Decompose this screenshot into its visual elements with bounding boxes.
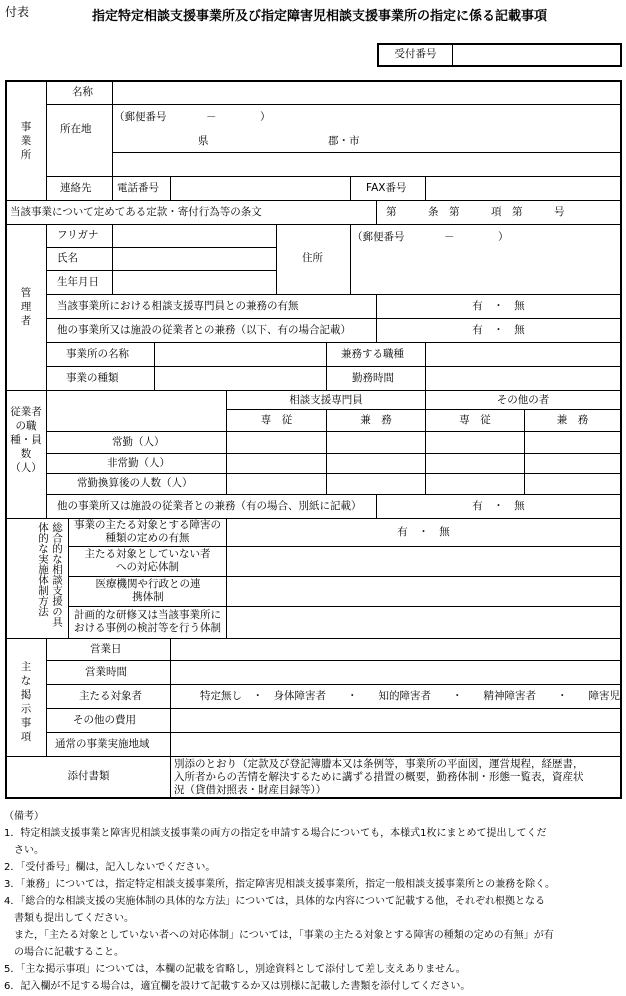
phone-field[interactable] — [172, 178, 349, 199]
dual-other-label: 他の事業所又は施設の従業者との兼務（以下、有の場合記載） — [57, 324, 351, 336]
city-label: 郡・市 — [328, 135, 360, 147]
parttime-row-label: 非常勤（人） — [107, 457, 170, 469]
service-area-field[interactable] — [172, 734, 619, 755]
specialist-concurrent-header: 兼 務 — [360, 414, 392, 426]
business-section-label: 事業所 — [20, 121, 32, 161]
manager-section-label: 管理者 — [20, 287, 32, 327]
fulltime-row-label: 常勤（人） — [112, 436, 165, 448]
fte-row-label: 常勤換算後の人数（人） — [77, 477, 193, 489]
manager-name-field[interactable] — [114, 249, 275, 269]
support-row2-field[interactable] — [228, 548, 619, 575]
attachments-line3: 況（貸借対照表・財産目録等）） — [174, 784, 327, 796]
working-hours-field[interactable] — [427, 368, 619, 389]
concurrent-position-label: 兼務する職種 — [341, 348, 404, 360]
dual-specialist-label: 当該事業所における相談支援専門員との兼務の有無 — [57, 300, 299, 312]
note-1b: さい。 — [4, 845, 44, 856]
prefecture-label: 県 — [198, 135, 209, 147]
working-hours-label: 勤務時間 — [352, 372, 394, 384]
note-6: 6．記入欄が不足する場合は，適宜欄を設けて記載するか又は別様に記載した書類を添付してください。 — [4, 981, 471, 992]
manager-postal-prefix: （郵便番号 — [352, 231, 405, 243]
business-type-field[interactable] — [156, 368, 325, 389]
business-address-line2-field[interactable] — [114, 154, 619, 175]
manager-postal-suffix: ） — [498, 231, 509, 243]
support-row2-label: 主たる対象としていない者への対応体制 — [84, 548, 211, 573]
manager-address-label: 住所 — [302, 252, 323, 264]
specialist-header: 相談支援専門員 — [289, 394, 363, 406]
business-name-label: 名称 — [72, 86, 93, 98]
support-row4-field[interactable] — [228, 608, 619, 637]
support-row3-field[interactable] — [228, 578, 619, 605]
articles-label: 当該事業について定めてある定款・寄付行為等の条文 — [10, 206, 262, 218]
support-row1-label: 事業の主たる対象とする障害の種類の定めの有無 — [74, 519, 221, 544]
support-section-label: 総合的な相談支援の具体的な実施体制方法 — [37, 522, 63, 627]
business-address-label: 所在地 — [60, 123, 92, 135]
birth-date-field[interactable] — [114, 272, 275, 293]
attachments-line1: 別添のとおり（定款及び登記簿謄本又は条例等，事業所の平面図，運営規程，経歴書， — [174, 758, 584, 770]
manager-postal-dash: － — [444, 231, 455, 243]
target-options[interactable]: 特定無し ・ 身体障害者 ・ 知的障害者 ・ 精神障害者 ・ 障害児 — [200, 690, 620, 702]
attachments-label: 添付書類 — [67, 770, 110, 782]
note-4b: 書類も提出してください。 — [4, 913, 134, 924]
concurrent-position-field[interactable] — [427, 344, 619, 365]
note-2: 2．「受付番号」欄は，記入しないでください。 — [4, 862, 216, 873]
attachments-line2: 入所者からの苦情を解決するために講ずる措置の概要，勤務体制・形態一覧表，資産状 — [174, 771, 584, 783]
support-row3-label: 医療機関や行政との連携体制 — [95, 578, 201, 603]
staff-count-grid[interactable] — [228, 433, 619, 493]
staff-dual-choice[interactable]: 有 ・ 無 — [472, 500, 525, 512]
business-postal-prefix: （郵便番号 — [114, 111, 167, 123]
contact-label: 連絡先 — [60, 182, 92, 194]
note-3: 3．「兼務」については，指定特定相談支援事業所，指定障害児相談支援事業所，指定一般相談支援事業所との兼務を除く。 — [4, 879, 555, 890]
target-label: 主たる対象者 — [79, 690, 142, 702]
attachment-label: 付表 — [5, 5, 30, 19]
service-area-label: 通常の事業実施地域 — [55, 738, 150, 750]
other-costs-field[interactable] — [172, 710, 619, 731]
note-5: 5．「主な掲示事項」については，本欄の記載を省略し，別途資料として添付して差し支えありません。 — [4, 964, 466, 975]
birth-date-label: 生年月日 — [57, 276, 99, 288]
support-row4-label: 計画的な研修又は当該事業所における事例の検討等を行う体制 — [74, 609, 221, 634]
fax-field[interactable] — [427, 178, 619, 199]
business-days-label: 営業日 — [90, 643, 122, 655]
fax-label: FAX番号 — [366, 182, 407, 194]
note-1a: 1．特定相談支援事業と障害児相談支援事業の両方の指定を申請する場合についても，本様式1枚にまとめて提出してくだ — [4, 828, 547, 839]
dual-specialist-choice[interactable]: 有 ・ 無 — [472, 300, 525, 312]
staff-dual-label: 他の事業所又は施設の従業者との兼務（有の場合、別紙に記載） — [57, 500, 362, 512]
note-4c: また，「主たる対象としていない者への対応体制」については，「事業の主たる対象とする障害の種類の定めの有無」が有 — [4, 930, 554, 941]
specialist-full-time-header: 専 従 — [260, 414, 293, 426]
staff-section-label: 従業者の職種・員数（人） — [10, 406, 42, 474]
business-hours-label: 営業時間 — [85, 666, 127, 678]
other-concurrent-header: 兼 務 — [556, 414, 589, 426]
business-hours-field[interactable] — [172, 662, 619, 683]
business-type-label: 事業の種類 — [66, 372, 119, 384]
office-name-field[interactable] — [156, 344, 325, 365]
manager-address-field[interactable] — [352, 226, 619, 293]
business-postal-suffix: ） — [260, 111, 271, 123]
office-name-label: 事業所の名称 — [66, 348, 129, 360]
notes-heading: （備考） — [4, 811, 44, 822]
articles-reference[interactable]: 第 条 第 項 第 号 — [386, 206, 565, 218]
business-address-field[interactable] — [114, 106, 619, 151]
business-postal-dash: － — [206, 111, 217, 123]
other-costs-label: その他の費用 — [73, 714, 136, 726]
dual-other-choice[interactable]: 有 ・ 無 — [472, 324, 525, 336]
manager-furigana-field[interactable] — [114, 226, 275, 246]
note-4d: の場合に記載すること。 — [4, 947, 124, 958]
phone-label: 電話番号 — [117, 182, 159, 194]
business-name-field[interactable] — [114, 83, 619, 103]
business-days-field[interactable] — [172, 640, 619, 659]
manager-name-label: 氏名 — [57, 252, 78, 264]
other-full-time-header: 専 従 — [459, 414, 491, 426]
other-staff-header: その他の者 — [496, 394, 550, 406]
notice-section-label: 主な掲示事項 — [20, 661, 32, 743]
furigana-label: フリガナ — [57, 229, 99, 241]
receipt-number-label: 受付番号 — [394, 48, 437, 60]
page-title: 指定特定相談支援事業所及び指定障害児相談支援事業所の指定に係る記載事項 — [92, 9, 548, 24]
note-4a: 4．「総合的な相談支援の実施体制の具体的な方法」については，具体的な内容について記載する他，それぞれ根拠となる — [4, 896, 545, 907]
support-row1-choice[interactable]: 有 ・ 無 — [397, 526, 450, 538]
